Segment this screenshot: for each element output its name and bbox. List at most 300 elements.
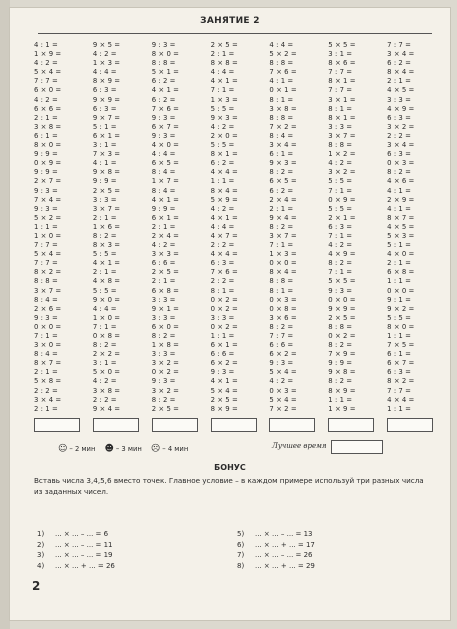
exercise-column	[152, 41, 211, 414]
exercise-item: 3 × 4 =	[387, 141, 415, 150]
exercise-item: 9 : 3 =	[151, 113, 176, 122]
exercise-item: 9 : 1 =	[387, 295, 411, 304]
exercise-item: 3 × 4 =	[34, 395, 62, 404]
title-divider	[38, 33, 432, 34]
answer-time-boxes	[34, 418, 446, 432]
exercise-item: 2 × 7 =	[34, 177, 62, 186]
exercise-item: 4 : 1 =	[269, 77, 294, 86]
exercise-item: 0 × 8 =	[269, 304, 297, 313]
exercise-item: 8 : 2 =	[151, 332, 176, 340]
exercise-item: 5 × 5 =	[328, 277, 356, 286]
bonus-task	[237, 540, 417, 551]
sad-face-icon: ☹	[150, 444, 161, 454]
exercise-item: 8 : 8 =	[328, 322, 353, 331]
exercise-item: 4 × 0 =	[151, 141, 179, 150]
exercise-item: 9 × 3 =	[269, 159, 297, 168]
exercise-item: 3 × 7 =	[328, 131, 356, 140]
exercise-item: 2 × 5 =	[210, 395, 238, 404]
exercise-item: 9 : 9 =	[34, 150, 58, 159]
exercise-item: 2 × 4 =	[151, 231, 179, 240]
page-edge	[0, 0, 10, 629]
exercise-item: 1 × 0 =	[92, 313, 121, 322]
task-number: 6)	[237, 540, 245, 549]
exercise-item: 5 × 4 =	[34, 250, 62, 259]
exercise-item: 9 × 4 =	[92, 404, 121, 413]
exercise-item: 8 : 2 =	[269, 322, 294, 331]
exercise-item: 4 : 2 =	[92, 377, 117, 386]
exercise-item: 9 × 4 =	[269, 213, 297, 222]
task-number: 8)	[237, 561, 245, 570]
exercise-item: 8 : 4 =	[151, 186, 176, 195]
task-number: 4)	[37, 561, 45, 570]
smile-face-icon: ☺	[58, 444, 68, 454]
exercise-column	[211, 41, 270, 414]
exercise-item: 4 × 5 =	[387, 86, 415, 95]
exercise-item: 4 × 1 =	[210, 213, 238, 222]
exercise-item: 8 × 4 =	[269, 268, 297, 277]
exercise-item: 3 : 1 =	[92, 141, 117, 150]
task-expression: ... × ... – ... = 26	[255, 551, 313, 559]
exercise-item: 2 : 1 =	[387, 77, 411, 86]
exercise-item: 4 : 4 =	[210, 68, 235, 77]
exercise-item: 9 × 9 =	[328, 304, 356, 313]
exercise-item: 7 × 3 =	[92, 150, 121, 159]
exercise-item: 0 × 3 =	[387, 159, 415, 168]
exercise-item: 1 × 9 =	[34, 50, 62, 59]
exercise-item: 5 × 5 =	[328, 41, 356, 49]
exercise-item: 5 : 5 =	[387, 313, 411, 322]
exercise-item: 1 : 1 =	[328, 395, 353, 404]
exercise-item: 6 : 1 =	[269, 150, 294, 159]
exercise-item: 5 : 5 =	[210, 104, 235, 113]
exercise-item: 8 : 8 =	[269, 59, 294, 68]
exercise-item: 8 : 2 =	[387, 168, 411, 177]
exercise-item: 0 × 9 =	[34, 159, 62, 168]
exercise-item: 2 : 1 =	[151, 277, 176, 286]
exercise-item: 4 : 1 =	[34, 41, 58, 49]
legend-label: – 3 мин	[115, 445, 142, 453]
exercise-item: 4 × 0 =	[387, 250, 415, 259]
exercise-item: 1 : 1 =	[387, 332, 411, 340]
exercise-item: 7 : 1 =	[328, 268, 353, 277]
exercise-item: 2 : 1 =	[34, 113, 58, 122]
exercise-item: 2 × 5 =	[151, 404, 179, 413]
exercise-item: 2 : 1 =	[387, 259, 411, 268]
exercise-item: 7 : 1 =	[92, 322, 117, 331]
exercise-item: 3 × 0 =	[34, 341, 62, 350]
exercise-item: 2 : 2 =	[34, 386, 58, 395]
time-box[interactable]	[269, 418, 315, 432]
exercise-column	[328, 41, 387, 414]
exercise-item: 1 : 1 =	[210, 177, 235, 186]
exercise-item: 2 × 9 =	[387, 195, 415, 204]
exercise-item: 9 × 5 =	[92, 41, 121, 49]
exercise-item: 2 : 2 =	[387, 131, 411, 140]
exercise-item: 4 × 1 =	[92, 259, 121, 268]
exercise-item: 4 : 2 =	[151, 241, 176, 250]
exercise-item: 8 : 2 =	[92, 231, 117, 240]
page-title: ЗАНЯТИЕ 2	[200, 16, 260, 26]
exercise-item: 5 : 1 =	[387, 241, 411, 250]
exercise-item: 6 : 2 =	[269, 186, 294, 195]
exercise-item: 4 : 2 =	[328, 241, 353, 250]
exercise-item: 7 : 7 =	[328, 86, 353, 95]
exercise-item: 0 × 2 =	[210, 295, 238, 304]
exercise-item: 6 × 8 =	[387, 268, 415, 277]
exercise-item: 6 : 1 =	[34, 131, 58, 140]
exercise-item: 9 × 8 =	[92, 168, 121, 177]
exercise-item: 6 × 1 =	[210, 341, 238, 350]
exercise-item: 8 : 2 =	[92, 341, 117, 350]
exercise-item: 8 : 1 =	[269, 95, 294, 104]
exercise-item: 4 × 9 =	[328, 250, 356, 259]
exercise-item: 2 : 1 =	[34, 368, 58, 377]
task-number: 7)	[237, 551, 245, 559]
legend-label: – 4 мин	[162, 445, 189, 453]
exercise-item: 6 × 6 =	[34, 104, 62, 113]
exercise-item: 3 × 7 =	[269, 231, 297, 240]
exercise-item: 6 : 2 =	[210, 159, 235, 168]
exercise-item: 0 × 0 =	[387, 286, 415, 295]
exercise-item: 9 : 3 =	[34, 186, 58, 195]
exercise-item: 6 × 2 =	[269, 350, 297, 359]
exercise-item: 9 : 9 =	[34, 168, 58, 177]
exercise-item: 9 × 0 =	[92, 295, 121, 304]
exercise-item: 2 × 1 =	[328, 213, 356, 222]
exercise-item: 8 × 6 =	[328, 59, 356, 68]
exercise-item: 5 : 5 =	[92, 286, 117, 295]
exercise-item: 2 : 1 =	[151, 222, 176, 231]
exercise-item: 7 : 7 =	[328, 68, 353, 77]
exercise-item: 7 × 5 =	[387, 341, 415, 350]
bonus-task	[37, 540, 237, 551]
exercise-item: 8 × 0 =	[151, 50, 179, 59]
exercise-item: 4 : 4 =	[269, 41, 294, 49]
exercise-item: 3 : 3 =	[151, 295, 176, 304]
exercise-item: 8 × 7 =	[387, 213, 415, 222]
exercise-item: 4 : 1 =	[92, 159, 117, 168]
exercise-item: 5 × 2 =	[269, 50, 297, 59]
legend-label: – 2 мин	[69, 445, 96, 453]
task-expression: ... × ... – ... = 6	[55, 530, 109, 538]
exercise-item: 8 × 9 =	[210, 404, 238, 413]
exercise-item: 8 : 1 =	[210, 286, 235, 295]
exercise-item: 0 × 0 =	[328, 295, 356, 304]
time-box[interactable]	[328, 418, 374, 432]
exercise-item: 4 × 1 =	[151, 86, 179, 95]
exercise-item: 8 : 8 =	[328, 141, 353, 150]
exercise-item: 2 × 5 =	[210, 41, 238, 49]
exercise-item: 8 : 8 =	[269, 113, 294, 122]
exercise-item: 8 × 4 =	[387, 68, 415, 77]
exercise-item: 6 : 3 =	[387, 150, 411, 159]
exercise-grid	[34, 41, 446, 414]
exercise-item: 8 : 8 =	[151, 59, 176, 68]
exercise-item: 7 : 7 =	[34, 259, 58, 268]
exercise-item: 1 × 3 =	[210, 95, 238, 104]
exercise-item: 8 × 7 =	[34, 359, 62, 368]
exercise-item: 5 : 5 =	[92, 250, 117, 259]
exercise-item: 9 : 3 =	[210, 368, 235, 377]
exercise-item: 3 × 8 =	[269, 104, 297, 113]
time-box[interactable]	[34, 418, 80, 432]
exercise-item: 9 × 8 =	[328, 368, 356, 377]
task-number: 2)	[37, 540, 45, 549]
exercise-item: 3 × 2 =	[151, 359, 179, 368]
exercise-column	[387, 41, 446, 414]
exercise-item: 6 : 3 =	[328, 222, 353, 231]
exercise-item: 3 : 3 =	[151, 350, 176, 359]
time-box[interactable]	[211, 418, 257, 432]
exercise-item: 3 × 3 =	[151, 250, 179, 259]
exercise-item: 2 : 1 =	[92, 268, 117, 277]
exercise-item: 9 : 3 =	[34, 313, 58, 322]
exercise-item: 9 : 9 =	[92, 177, 117, 186]
exercise-item: 7 : 1 =	[269, 241, 294, 250]
exercise-item: 8 × 9 =	[328, 386, 356, 395]
exercise-item: 8 : 4 =	[34, 295, 58, 304]
exercise-item: 0 × 0 =	[34, 322, 62, 331]
task-expression: ... × ... + ... = 17	[255, 540, 315, 549]
exercise-item: 9 : 3 =	[151, 377, 176, 386]
exercise-item: 9 : 3 =	[328, 286, 353, 295]
time-box[interactable]	[387, 418, 433, 432]
bonus-tasks	[37, 529, 417, 571]
exercise-item: 5 × 4 =	[210, 386, 238, 395]
exercise-item: 1 × 2 =	[328, 150, 356, 159]
exercise-item: 5 : 5 =	[328, 177, 353, 186]
exercise-item: 9 : 3 =	[151, 131, 176, 140]
exercise-item: 7 : 1 =	[328, 231, 353, 240]
bonus-task	[37, 550, 237, 561]
exercise-item: 1 : 1 =	[210, 332, 235, 340]
exercise-item: 5 × 9 =	[210, 195, 238, 204]
exercise-item: 3 × 7 =	[92, 204, 121, 213]
exercise-item: 3 × 8 =	[34, 122, 62, 131]
exercise-item: 6 : 2 =	[151, 77, 176, 86]
exercise-item: 6 : 6 =	[210, 350, 235, 359]
exercise-item: 3 × 2 =	[387, 122, 415, 131]
task-expression: ... × ... – ... = 19	[55, 551, 113, 559]
exercise-item: 4 × 9 =	[387, 104, 415, 113]
exercise-item: 4 : 2 =	[269, 377, 294, 386]
exercise-item: 5 : 5 =	[328, 204, 353, 213]
exercise-item: 1 × 0 =	[34, 231, 62, 240]
exercise-item: 8 × 2 =	[34, 268, 62, 277]
exercise-item: 3 : 1 =	[328, 50, 353, 59]
exercise-item: 2 × 4 =	[269, 195, 297, 204]
exercise-item: 5 : 1 =	[92, 122, 117, 131]
bonus-task	[237, 550, 417, 561]
exercise-item: 5 × 4 =	[269, 368, 297, 377]
exercise-item: 5 × 8 =	[34, 377, 62, 386]
exercise-item: 9 : 3 =	[151, 41, 176, 49]
exercise-item: 7 : 7 =	[387, 41, 411, 49]
exercise-item: 8 : 8 =	[34, 277, 58, 286]
exercise-item: 0 × 3 =	[269, 386, 297, 395]
task-expression: ... × ... – ... = 13	[255, 530, 313, 538]
exercise-item: 5 × 4 =	[269, 395, 297, 404]
exercise-item: 6 : 3 =	[387, 368, 411, 377]
exercise-item: 8 : 2 =	[328, 377, 353, 386]
exercise-item: 3 × 8 =	[92, 386, 121, 395]
exercise-item: 8 : 8 =	[269, 277, 294, 286]
exercise-item: 8 : 1 =	[269, 286, 294, 295]
exercise-item: 2 × 2 =	[92, 350, 121, 359]
exercise-item: 4 × 1 =	[151, 195, 179, 204]
best-time-label: Лучшее время	[272, 442, 327, 450]
exercise-item: 8 : 2 =	[151, 395, 176, 404]
exercise-item: 8 × 3 =	[92, 241, 121, 250]
exercise-item: 2 : 2 =	[210, 241, 235, 250]
exercise-item: 4 × 6 =	[387, 177, 415, 186]
exercise-item: 3 : 3 =	[151, 313, 176, 322]
exercise-item: 6 × 8 =	[151, 286, 179, 295]
exercise-item: 3 × 7 =	[34, 286, 62, 295]
exercise-item: 7 × 6 =	[151, 104, 179, 113]
exercise-item: 2 × 5 =	[151, 268, 179, 277]
exercise-item: 3 × 6 =	[269, 313, 297, 322]
exercise-item: 8 × 4 =	[210, 186, 238, 195]
exercise-item: 5 × 3 =	[387, 231, 415, 240]
exercise-item: 6 : 3 =	[92, 104, 117, 113]
task-number: 3)	[37, 551, 45, 559]
exercise-item: 1 : 1 =	[387, 277, 411, 286]
exercise-item: 9 : 3 =	[269, 359, 294, 368]
exercise-item: 1 : 1 =	[34, 222, 58, 231]
exercise-item: 3 : 1 =	[92, 359, 117, 368]
exercise-item: 3 × 4 =	[269, 141, 297, 150]
exercise-item: 6 : 6 =	[269, 341, 294, 350]
exercise-item: 4 : 2 =	[34, 59, 58, 68]
exercise-item: 4 × 5 =	[387, 222, 415, 231]
exercise-item: 8 : 4 =	[151, 168, 176, 177]
exercise-item: 0 × 2 =	[328, 332, 356, 340]
exercise-item: 4 : 2 =	[210, 122, 235, 131]
exercise-item: 4 × 7 =	[210, 231, 238, 240]
exercise-item: 3 × 2 =	[151, 386, 179, 395]
exercise-item: 2 × 0 =	[210, 131, 238, 140]
exercise-item: 8 : 2 =	[269, 222, 294, 231]
exercise-item: 4 × 1 =	[210, 377, 238, 386]
exercise-item: 9 : 3 =	[34, 204, 58, 213]
exercise-item: 5 × 0 =	[92, 368, 121, 377]
exercise-item: 8 : 2 =	[269, 168, 294, 177]
exercise-item: 6 : 2 =	[151, 95, 176, 104]
exercise-item: 4 : 1 =	[387, 186, 411, 195]
exercise-item: 2 : 2 =	[92, 395, 117, 404]
exercise-item: 6 : 3 =	[210, 259, 235, 268]
time-legend	[58, 443, 197, 455]
exercise-item: 4 × 4 =	[210, 250, 238, 259]
bonus-task	[237, 561, 417, 572]
exercise-item: 5 × 2 =	[34, 213, 62, 222]
exercise-item: 3 : 3 =	[210, 313, 235, 322]
task-expression: ... × ... + ... = 29	[255, 561, 315, 570]
exercise-item: 3 : 3 =	[92, 195, 117, 204]
exercise-item: 9 × 7 =	[92, 113, 121, 122]
exercise-item: 8 : 4 =	[269, 131, 294, 140]
best-time-box[interactable]	[331, 440, 383, 454]
exercise-item: 6 : 1 =	[387, 350, 411, 359]
exercise-item: 3 × 1 =	[328, 95, 356, 104]
exercise-item: 4 × 8 =	[92, 277, 121, 286]
exercise-item: 1 × 3 =	[92, 59, 121, 68]
exercise-item: 7 × 9 =	[328, 350, 356, 359]
exercise-item: 8 × 1 =	[210, 150, 238, 159]
exercise-column	[93, 41, 152, 414]
exercise-item: 0 × 0 =	[269, 259, 297, 268]
exercise-item: 4 : 4 =	[92, 68, 117, 77]
exercise-item: 8 : 2 =	[328, 259, 353, 268]
exercise-item: 9 × 2 =	[387, 304, 415, 313]
exercise-item: 2 : 1 =	[269, 204, 294, 213]
exercise-item: 4 : 4 =	[210, 222, 235, 231]
exercise-item: 2 : 1 =	[34, 404, 58, 413]
exercise-item: 1 × 3 =	[269, 250, 297, 259]
workbook-page	[10, 8, 450, 620]
exercise-item: 9 : 9 =	[328, 359, 353, 368]
exercise-item: 9 × 1 =	[151, 304, 179, 313]
exercise-item: 8 × 1 =	[328, 77, 356, 86]
exercise-item: 6 × 5 =	[151, 159, 179, 168]
time-box[interactable]	[152, 418, 198, 432]
bonus-task	[37, 561, 237, 572]
exercise-item: 7 : 7 =	[387, 386, 411, 395]
exercise-item: 9 × 9 =	[92, 95, 121, 104]
exercise-item: 1 × 6 =	[92, 222, 121, 231]
exercise-item: 8 × 1 =	[328, 113, 356, 122]
neutral-face-icon: ☻	[104, 444, 114, 454]
exercise-item: 7 : 7 =	[34, 77, 58, 86]
exercise-item: 7 × 6 =	[210, 268, 238, 277]
exercise-item: 8 × 8 =	[210, 59, 238, 68]
exercise-item: 6 × 1 =	[92, 131, 121, 140]
exercise-item: 4 : 2 =	[210, 204, 235, 213]
exercise-item: 6 × 7 =	[151, 122, 179, 131]
exercise-item: 5 : 5 =	[210, 141, 235, 150]
page-number: 2	[32, 579, 41, 593]
bonus-task	[237, 529, 417, 540]
exercise-item: 9 × 3 =	[210, 113, 238, 122]
exercise-item: 7 : 7 =	[269, 332, 294, 340]
bonus-instruction: Вставь числа 3,4,5,6 вместо точек. Главное условие – в каждом примере используй три разных числа из заданных чисел.	[34, 476, 424, 496]
time-box[interactable]	[93, 418, 139, 432]
exercise-item: 4 × 4 =	[210, 168, 238, 177]
exercise-item: 6 × 7 =	[387, 359, 415, 368]
exercise-item: 6 : 2 =	[387, 59, 411, 68]
exercise-item: 8 × 2 =	[387, 377, 415, 386]
exercise-item: 0 × 2 =	[210, 322, 238, 331]
exercise-item: 6 × 1 =	[151, 213, 179, 222]
exercise-item: 0 × 9 =	[328, 195, 356, 204]
exercise-item: 2 : 1 =	[210, 50, 235, 59]
exercise-item: 6 × 5 =	[269, 177, 297, 186]
exercise-item: 9 : 9 =	[151, 204, 176, 213]
exercise-item: 8 : 2 =	[328, 341, 353, 350]
exercise-item: 7 : 1 =	[34, 332, 58, 340]
exercise-item: 0 × 2 =	[151, 368, 179, 377]
exercise-item: 7 × 4 =	[34, 195, 62, 204]
exercise-item: 1 × 7 =	[151, 177, 179, 186]
exercise-item: 2 × 5 =	[328, 313, 356, 322]
exercise-item: 3 : 3 =	[387, 95, 411, 104]
exercise-item: 0 × 2 =	[210, 304, 238, 313]
exercise-item: 6 × 2 =	[210, 359, 238, 368]
exercise-item: 8 : 1 =	[328, 104, 353, 113]
exercise-item: 6 : 3 =	[92, 86, 117, 95]
exercise-item: 0 × 3 =	[269, 295, 297, 304]
